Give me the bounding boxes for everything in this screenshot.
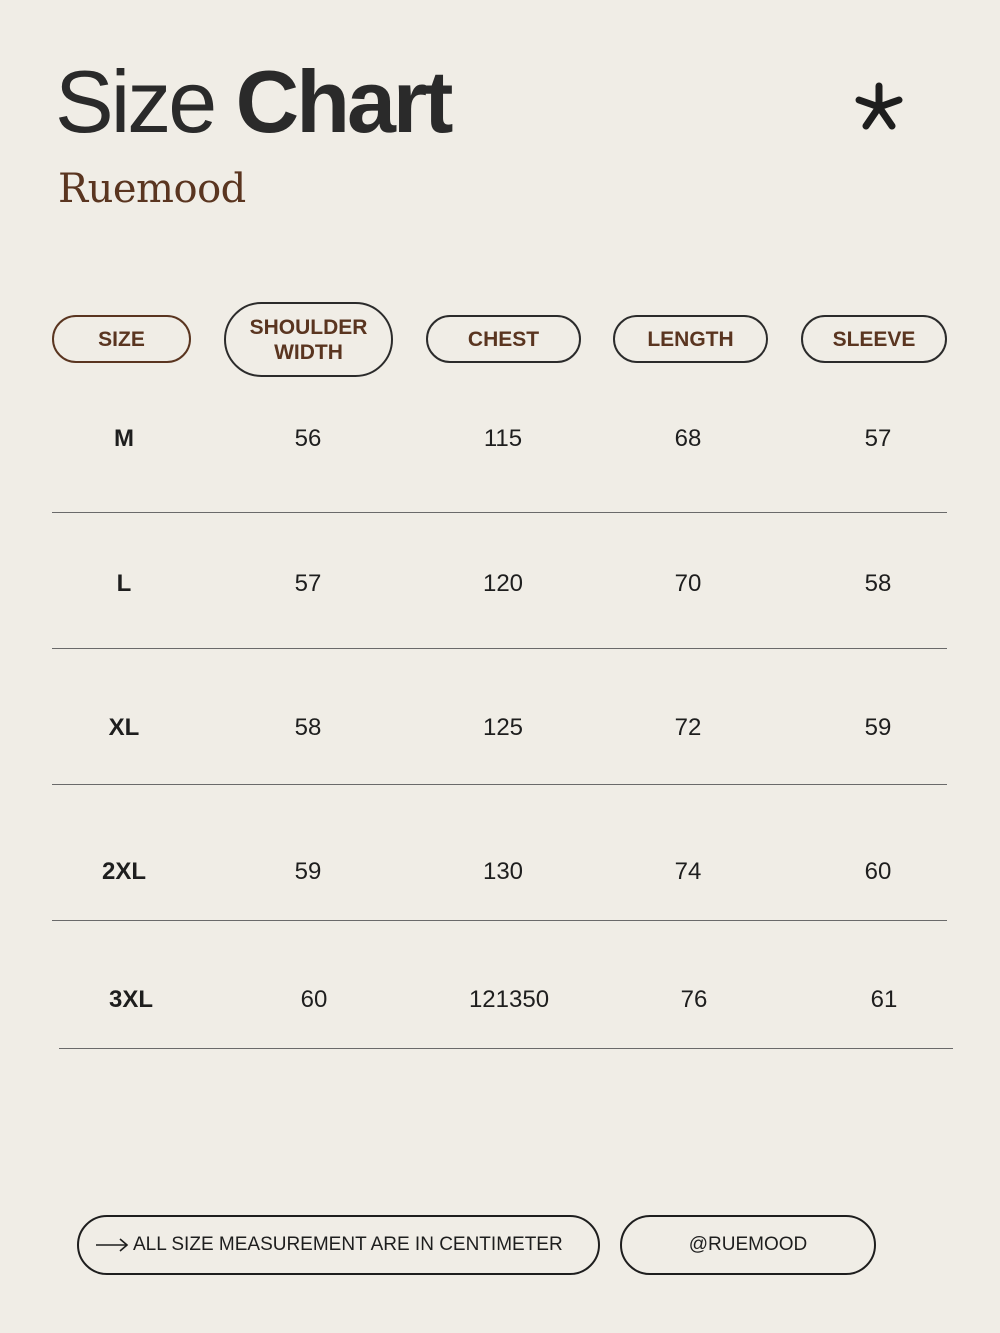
measurement-note-text: ALL SIZE MEASUREMENT ARE IN CENTIMETER [133, 1234, 563, 1255]
table-cell-chest: 120 [482, 570, 524, 597]
table-cell-chest: 115 [483, 425, 523, 452]
table-cell-chest: 125 [482, 714, 524, 741]
table-cell-shoulder: 59 [294, 858, 322, 885]
table-cell-shoulder: 58 [294, 714, 322, 741]
table-cell-shoulder: 56 [294, 425, 322, 452]
table-cell-length: 68 [674, 425, 702, 452]
table-cell-size: M [114, 425, 134, 452]
column-header-shoulder-width [224, 302, 393, 377]
title-light: Size [55, 52, 215, 151]
table-cell-shoulder: 60 [300, 986, 328, 1013]
row-divider [52, 784, 947, 785]
arrow-right-icon [95, 1237, 129, 1253]
table-cell-sleeve: 60 [864, 858, 892, 885]
table-cell-size: 3XL [108, 986, 153, 1013]
table-cell-size: XL [108, 714, 140, 741]
table-cell-size: 2XL [101, 858, 146, 885]
table-cell-sleeve: 59 [864, 714, 892, 741]
row-divider [59, 1048, 953, 1049]
column-header-chest: CHEST [426, 315, 581, 363]
brand-name: Ruemood [58, 166, 246, 212]
table-cell-sleeve: 61 [870, 986, 898, 1013]
row-divider [52, 920, 947, 921]
table-cell-size: L [116, 570, 132, 597]
table-cell-sleeve: 57 [864, 425, 892, 452]
title-bold: Chart [235, 52, 451, 151]
table-cell-chest: 121350 [468, 986, 550, 1013]
asterisk-icon [850, 78, 908, 136]
table-cell-length: 70 [674, 570, 702, 597]
row-divider [52, 512, 947, 513]
table-cell-length: 76 [680, 986, 708, 1013]
row-divider [52, 648, 947, 649]
table-cell-chest: 130 [482, 858, 524, 885]
page-title [55, 52, 450, 152]
social-handle[interactable]: @RUEMOOD [620, 1215, 876, 1275]
table-cell-length: 72 [674, 714, 702, 741]
table-cell-sleeve: 58 [864, 570, 892, 597]
table-cell-length: 74 [674, 858, 702, 885]
measurement-note [77, 1215, 600, 1275]
column-header-length: LENGTH [613, 315, 768, 363]
column-header-size: SIZE [52, 315, 191, 363]
table-cell-shoulder: 57 [294, 570, 322, 597]
column-header-label: SHOULDER WIDTH [249, 315, 368, 364]
column-header-sleeve: SLEEVE [801, 315, 947, 363]
